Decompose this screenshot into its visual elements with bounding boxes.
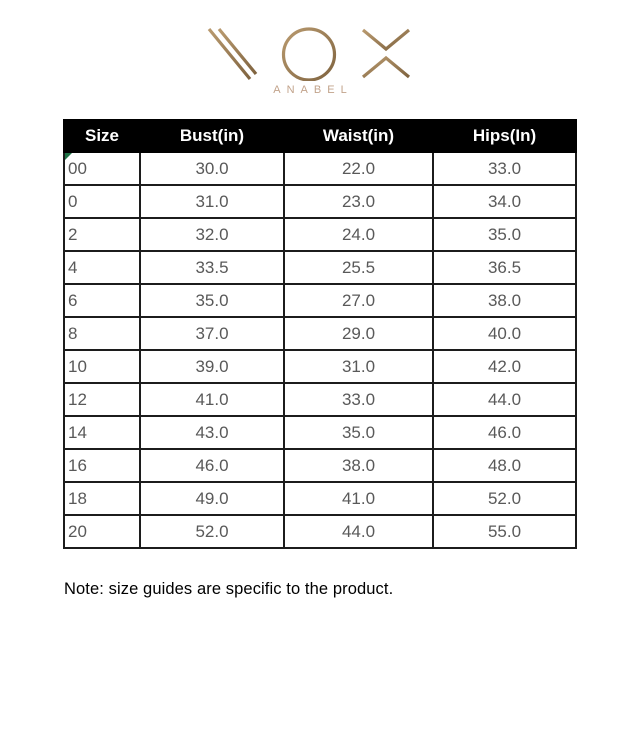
measurement-cell: [284, 350, 433, 383]
header-row: [64, 120, 576, 152]
cell-value: 20: [68, 521, 87, 541]
cell-value: 30.0: [195, 158, 229, 178]
cell-value: 8: [68, 323, 78, 343]
size-cell: [64, 317, 140, 350]
cell-value: 48.0: [487, 455, 522, 475]
cell-corner-flag-icon: [65, 153, 72, 160]
size-cell: [64, 515, 140, 548]
measurement-cell: [140, 185, 284, 218]
table-row: [64, 185, 576, 218]
table-row: [64, 284, 576, 317]
measurement-cell: [284, 152, 433, 185]
cell-value: 52.0: [195, 521, 229, 541]
cell-value: 44.0: [487, 389, 522, 409]
measurement-cell: [140, 251, 284, 284]
header-hips: Hips(In): [433, 120, 576, 152]
header-bust: Bust(in): [140, 120, 284, 152]
cell-value: 33.0: [487, 158, 522, 178]
cell-value: 49.0: [195, 488, 229, 508]
measurement-cell: [140, 383, 284, 416]
cell-value: 18: [68, 488, 87, 508]
cell-value: 24.0: [341, 224, 376, 244]
brand-logo: [203, 27, 417, 96]
cell-value: 32.0: [195, 224, 229, 244]
measurement-cell: [140, 482, 284, 515]
brand-subname: ANABEL: [273, 84, 353, 96]
cell-value: 35.0: [341, 422, 376, 442]
measurement-cell: [140, 350, 284, 383]
size-chart-table: [63, 119, 577, 549]
cell-value: 33.5: [195, 257, 229, 277]
measurement-cell: [433, 218, 576, 251]
cell-value: 16: [68, 455, 87, 475]
size-cell: [64, 284, 140, 317]
measurement-cell: [433, 284, 576, 317]
size-cell: [64, 251, 140, 284]
measurement-cell: [284, 515, 433, 548]
measurement-cell: [284, 284, 433, 317]
cell-value: 40.0: [487, 323, 522, 343]
cell-value: 0: [68, 191, 78, 211]
table-row: [64, 449, 576, 482]
letter-n-glyph: [209, 29, 256, 79]
table-row: [64, 317, 576, 350]
size-cell: [64, 482, 140, 515]
measurement-cell: [140, 218, 284, 251]
measurement-cell: [284, 317, 433, 350]
measurement-cell: [284, 251, 433, 284]
cell-value: 29.0: [341, 323, 376, 343]
cell-value: 00: [68, 158, 87, 178]
cell-value: 22.0: [341, 158, 376, 178]
size-cell: [64, 185, 140, 218]
measurement-cell: [433, 185, 576, 218]
table-row: [64, 416, 576, 449]
cell-value: 23.0: [341, 191, 376, 211]
size-cell: [64, 152, 140, 185]
measurement-cell: [140, 449, 284, 482]
cell-value: 43.0: [195, 422, 229, 442]
cell-value: 46.0: [487, 422, 522, 442]
cell-value: 12: [68, 389, 87, 409]
table-row: [64, 251, 576, 284]
cell-value: 14: [68, 422, 87, 442]
letter-x-glyph: [363, 30, 409, 77]
cell-value: 10: [68, 356, 87, 376]
cell-value: 37.0: [195, 323, 229, 343]
measurement-cell: [433, 383, 576, 416]
table-row: [64, 152, 576, 185]
size-cell: [64, 383, 140, 416]
table-row: [64, 383, 576, 416]
cell-value: 44.0: [341, 521, 376, 541]
letter-o-glyph: [284, 29, 335, 80]
measurement-cell: [433, 317, 576, 350]
cell-value: 38.0: [487, 290, 522, 310]
cell-value: 39.0: [195, 356, 229, 376]
size-table-body: [64, 152, 576, 548]
cell-value: 55.0: [487, 521, 522, 541]
cell-value: 4: [68, 257, 78, 277]
cell-value: 33.0: [341, 389, 376, 409]
measurement-cell: [140, 515, 284, 548]
size-cell: [64, 350, 140, 383]
table-row: [64, 218, 576, 251]
cell-value: 25.5: [341, 257, 376, 277]
measurement-cell: [433, 152, 576, 185]
measurement-cell: [284, 482, 433, 515]
size-cell: [64, 218, 140, 251]
measurement-cell: [284, 383, 433, 416]
cell-value: 36.5: [487, 257, 522, 277]
measurement-cell: [140, 317, 284, 350]
table-row: [64, 515, 576, 548]
cell-value: 52.0: [487, 488, 522, 508]
measurement-cell: [284, 416, 433, 449]
measurement-cell: [140, 152, 284, 185]
measurement-cell: [433, 482, 576, 515]
header-waist: Waist(in): [284, 120, 433, 152]
nox-logo-graphic: [205, 27, 415, 81]
cell-value: 41.0: [195, 389, 229, 409]
cell-value: 42.0: [487, 356, 522, 376]
header-size: Size: [64, 120, 140, 152]
size-cell: [64, 449, 140, 482]
cell-value: 34.0: [487, 191, 522, 211]
cell-value: 31.0: [195, 191, 229, 211]
cell-value: 27.0: [341, 290, 376, 310]
measurement-cell: [433, 416, 576, 449]
cell-value: 2: [68, 224, 78, 244]
measurement-cell: [433, 449, 576, 482]
table-row: [64, 350, 576, 383]
measurement-cell: [140, 416, 284, 449]
measurement-cell: [284, 449, 433, 482]
cell-value: 41.0: [341, 488, 376, 508]
cell-value: 6: [68, 290, 78, 310]
measurement-cell: [140, 284, 284, 317]
measurement-cell: [284, 218, 433, 251]
table-row: [64, 482, 576, 515]
size-cell: [64, 416, 140, 449]
measurement-cell: [433, 515, 576, 548]
measurement-cell: [284, 185, 433, 218]
cell-value: 35.0: [487, 224, 522, 244]
cell-value: 35.0: [195, 290, 229, 310]
measurement-cell: [433, 251, 576, 284]
measurement-cell: [433, 350, 576, 383]
cell-value: 38.0: [341, 455, 376, 475]
cell-value: 46.0: [195, 455, 229, 475]
note-text: Note: size guides are specific to the product.: [64, 580, 394, 598]
cell-value: 31.0: [341, 356, 376, 376]
